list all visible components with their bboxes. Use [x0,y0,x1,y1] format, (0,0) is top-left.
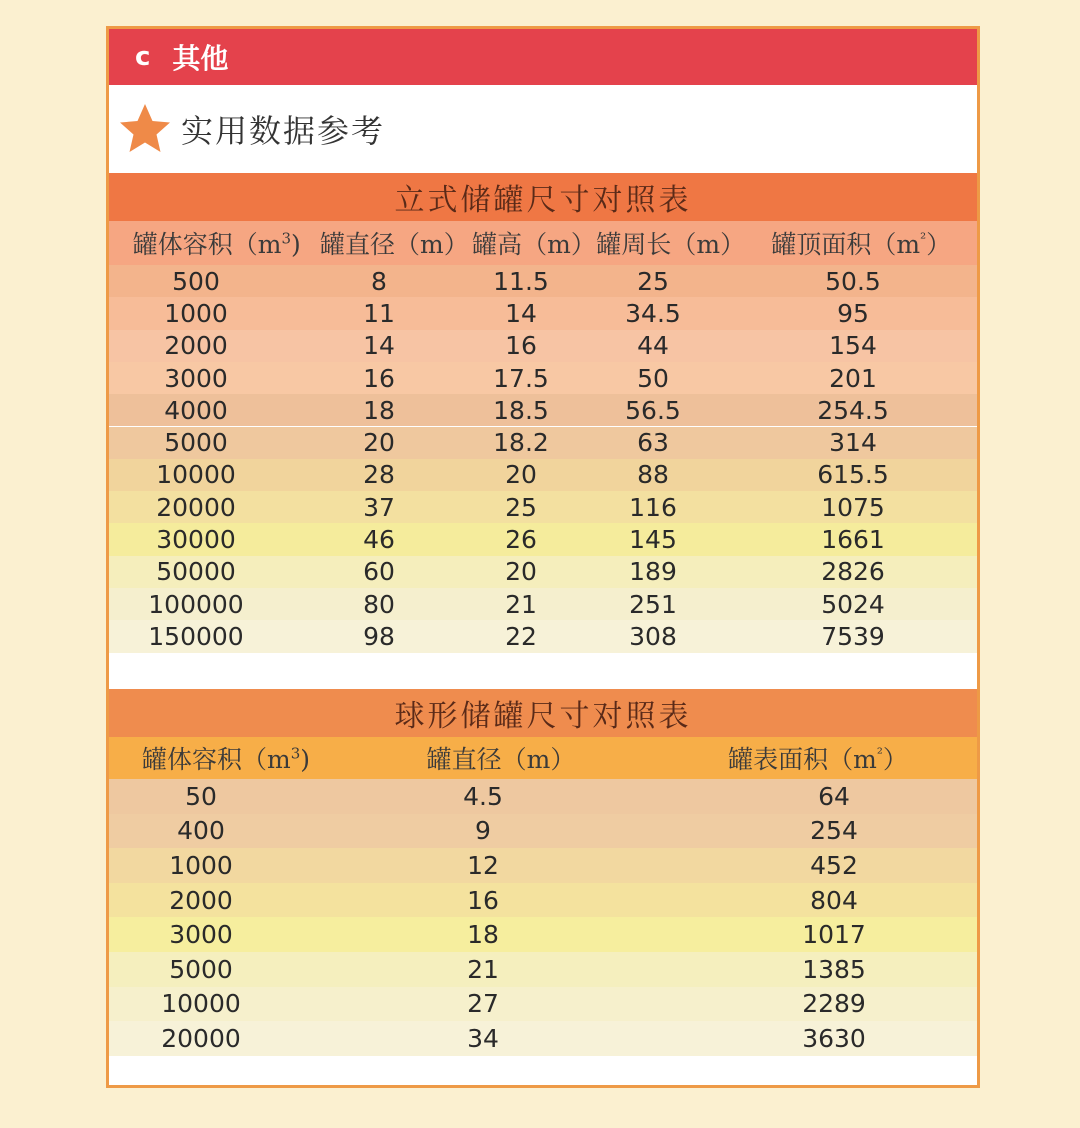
table-cell: 5024 [821,589,885,619]
table-cell: 10000 [161,989,241,1019]
table-row [109,848,977,883]
header-superscript: ² [920,229,927,248]
table2-title: 球形储罐尺寸对照表 [109,689,977,737]
table-cell: 452 [810,850,858,880]
table-row [109,330,977,362]
table-cell: 44 [637,331,669,361]
table-cell: 22 [505,621,537,651]
star-icon [117,101,173,157]
table-cell: 2826 [821,557,885,587]
table-cell: 50000 [156,557,236,587]
header-text: 罐周长（m） [596,230,746,259]
table-cell: 400 [177,816,225,846]
header-text: 罐高（m） [472,230,596,259]
table-cell: 14 [505,298,537,328]
header-text: 罐体容积（m [141,745,291,774]
table-cell: 1385 [802,954,866,984]
table-cell: 25 [637,266,669,296]
table1-header-row [109,221,977,265]
table-cell: 804 [810,885,858,915]
table-cell: 14 [363,331,395,361]
table-row [109,265,977,297]
table-row [109,779,977,814]
header-text: 罐体容积（m [132,230,282,259]
table-cell: 500 [172,266,220,296]
table-cell: 88 [637,460,669,490]
header-text: 罐直径（m） [319,230,469,259]
table1-header-cell [596,225,746,261]
table-cell: 12 [467,850,499,880]
table-cell: 150000 [148,621,244,651]
table-row [109,556,977,588]
table-cell: 46 [363,525,395,555]
table-cell: 2000 [164,331,228,361]
table-cell: 56.5 [625,395,681,425]
table-row [109,427,977,459]
table-cell: 1075 [821,492,885,522]
table-cell: 5000 [169,954,233,984]
table-row [109,394,977,426]
table-cell: 25 [505,492,537,522]
table-cell: 1000 [169,850,233,880]
header-text: 罐直径（m） [426,745,576,774]
table-cell: 50.5 [825,266,881,296]
table-row [109,523,977,555]
table-row [109,297,977,329]
table-cell: 98 [363,621,395,651]
table-cell: 20 [505,557,537,587]
section-title: 其他 [172,42,229,75]
reference-heading [109,85,977,173]
table-cell: 11 [363,298,395,328]
table1-header-cell [117,225,317,261]
table-cell: 95 [837,298,869,328]
table-cell: 50 [185,781,217,811]
table-cell: 2289 [802,989,866,1019]
header-text: 罐顶面积（m [771,230,921,259]
table-cell: 3000 [164,363,228,393]
table-cell: 21 [505,589,537,619]
table-cell: 308 [629,621,677,651]
table1-title: 立式储罐尺寸对照表 [109,173,977,221]
table-cell: 3630 [802,1023,866,1053]
header-close-paren: ) [300,745,311,774]
table-cell: 37 [363,492,395,522]
table-cell: 116 [629,492,677,522]
content-card [106,26,980,1088]
table-cell: 314 [829,428,877,458]
header-close-paren: ） [926,230,952,259]
table-cell: 63 [637,428,669,458]
header-text: 罐表面积（m [728,745,877,774]
header-close-paren: ） [882,745,908,774]
table-cell: 18.5 [493,395,549,425]
table-cell: 20 [363,428,395,458]
table-cell: 1000 [164,298,228,328]
table-cell: 60 [363,557,395,587]
table-cell: 20000 [156,492,236,522]
table-cell: 80 [363,589,395,619]
section-letter: c [135,42,151,72]
header-close-paren: ) [291,230,301,259]
table-cell: 18.2 [493,428,549,458]
table-cell: 34.5 [625,298,681,328]
table-row [109,883,977,918]
table-cell: 11.5 [493,266,549,296]
table-row [109,987,977,1022]
table-cell: 16 [363,363,395,393]
table-cell: 3000 [169,920,233,950]
table-cell: 21 [467,954,499,984]
table-cell: 7539 [821,621,885,651]
table-row [109,459,977,491]
table-row [109,1021,977,1056]
table2-header-cell [343,740,659,776]
table-cell: 20 [505,460,537,490]
table-cell: 251 [629,589,677,619]
table2-header-cell [109,740,343,776]
table-cell: 17.5 [493,363,549,393]
table2-header-row [109,737,977,779]
table-cell: 4.5 [463,781,503,811]
table-cell: 64 [818,781,850,811]
table-cell: 1017 [802,920,866,950]
table-cell: 4000 [164,395,228,425]
table-cell: 16 [505,331,537,361]
table-cell: 27 [467,989,499,1019]
table-row [109,362,977,394]
table-cell: 16 [467,885,499,915]
table-cell: 254 [810,816,858,846]
table-row [109,491,977,523]
table-row [109,588,977,620]
table2-header-cell [659,740,977,776]
table-cell: 100000 [148,589,244,619]
header-superscript: 3 [290,744,301,763]
table1-header-cell [746,225,977,261]
table-row [109,814,977,849]
table-cell: 1661 [821,525,885,555]
header-superscript: 3 [281,229,292,248]
table-cell: 2000 [169,885,233,915]
table-cell: 201 [829,363,877,393]
header-superscript: ² [876,744,883,763]
section-header [109,29,977,85]
table-cell: 18 [363,395,395,425]
table-row [109,952,977,987]
table-cell: 615.5 [817,460,889,490]
table-cell: 20000 [161,1023,241,1053]
table-cell: 18 [467,920,499,950]
table-cell: 189 [629,557,677,587]
table-cell: 10000 [156,460,236,490]
table1-header-cell [472,225,596,261]
table-cell: 254.5 [817,395,889,425]
table-row [109,917,977,952]
table-cell: 28 [363,460,395,490]
table-cell: 154 [829,331,877,361]
table-cell: 50 [637,363,669,393]
table-row [109,620,977,652]
table1-header-cell [317,225,473,261]
table-cell: 145 [629,525,677,555]
table-cell: 5000 [164,428,228,458]
table-cell: 9 [475,816,491,846]
table-cell: 8 [371,266,387,296]
table-cell: 30000 [156,525,236,555]
table-cell: 34 [467,1023,499,1053]
table-cell: 26 [505,525,537,555]
reference-label: 实用数据参考 [181,112,386,150]
